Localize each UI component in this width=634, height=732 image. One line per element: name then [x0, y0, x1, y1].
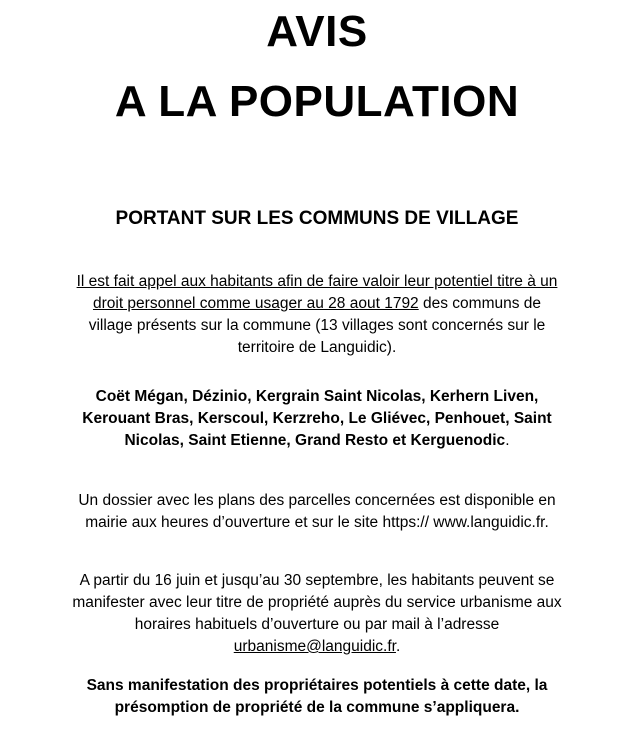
appeal-line-3: village présents sur la commune (13 villages sont concernés sur le — [88, 317, 546, 334]
subtitle: PORTANT SUR LES COMMUNS DE VILLAGE — [115, 208, 519, 229]
title-line-1: AVIS — [266, 7, 368, 56]
dates-line-4-end: . — [395, 638, 401, 655]
villages-line-1: Coët Mégan, Dézinio, Kergrain Saint Nicolas, Kerhern Liven, — [95, 388, 539, 405]
villages-line-3-end: . — [505, 432, 510, 449]
paragraph-dates — [0, 570, 634, 658]
dates-line-2: manifester avec leur titre de propriété auprès du service urbanisme aux — [72, 594, 562, 611]
villages-line-3-bold: Nicolas, Saint Etienne, Grand Resto et Kerguenodic — [124, 432, 506, 449]
conclusion-line-1: Sans manifestation des propriétaires potentiels à cette date, la — [86, 677, 548, 694]
villages-line-3 — [0, 430, 634, 452]
appeal-line-2 — [0, 293, 634, 315]
dates-line-3: horaires habituels d’ouverture ou par mail à l’adresse — [134, 616, 500, 633]
paragraph-villages — [0, 386, 634, 452]
villages-line-2: Kerouant Bras, Kerscoul, Kerzreho, Le Gliévec, Penhouet, Saint — [82, 410, 552, 427]
paragraph-appeal — [0, 271, 634, 359]
email-link[interactable]: urbanisme@languidic.fr — [233, 638, 396, 655]
appeal-line-4: territoire de Languidic). — [237, 339, 397, 356]
dossier-line-1: Un dossier avec les plans des parcelles concernées est disponible en — [78, 492, 556, 509]
dates-line-1: A partir du 16 juin et jusqu’au 30 septembre, les habitants peuvent se — [79, 572, 555, 589]
dossier-line-2: mairie aux heures d’ouverture et sur le site https:// www.languidic.fr. — [85, 514, 549, 531]
appeal-line-2-rest: des communs de — [418, 295, 542, 312]
paragraph-conclusion — [0, 675, 634, 719]
conclusion-line-2: présomption de propriété de la commune s’appliquera. — [114, 699, 520, 716]
dates-line-4 — [0, 636, 634, 658]
appeal-line-1: Il est fait appel aux habitants afin de faire valoir leur potentiel titre à un — [76, 273, 558, 290]
paragraph-dossier — [0, 490, 634, 534]
title-line-2: A LA POPULATION — [114, 77, 520, 126]
appeal-line-2-underlined: droit personnel comme usager au 28 aout 1792 — [92, 295, 419, 312]
